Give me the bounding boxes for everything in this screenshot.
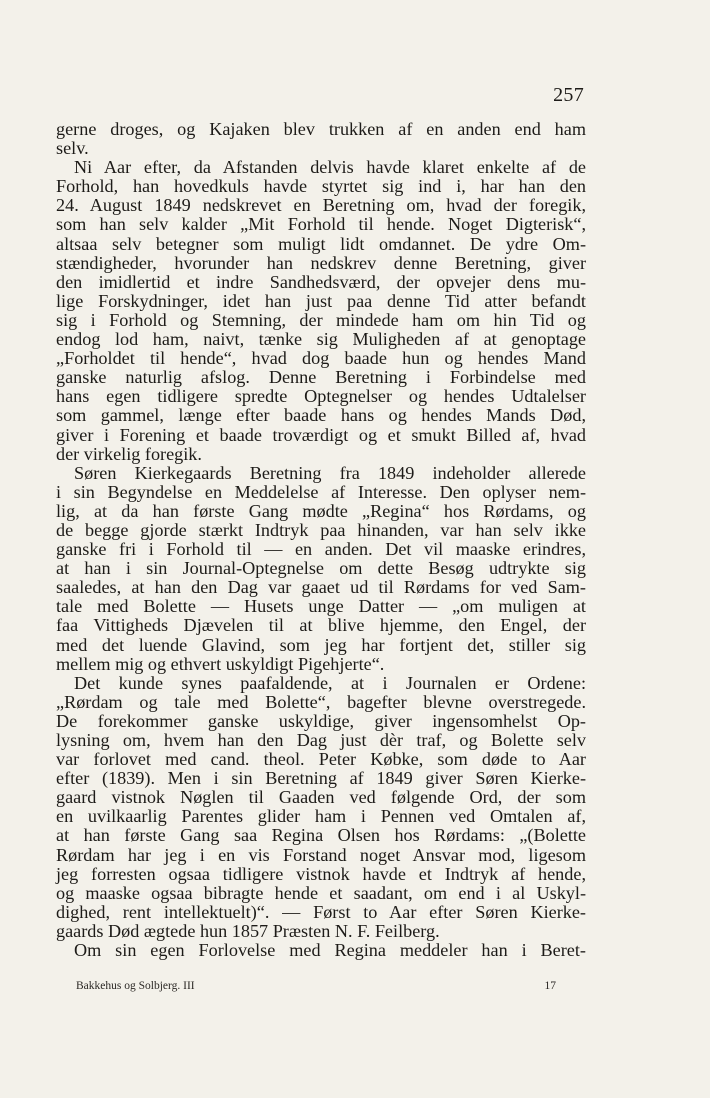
- text-line: dighed, rent intellektuelt)“. — Først to Aar efter Søren Kierke-: [56, 901, 586, 922]
- text-line: ganske naturlig afslog. Denne Beretning i Forbindelse med: [56, 367, 586, 388]
- text-line: hans egen tidligere spredte Optegnelser og hendes Udtalelser: [56, 386, 586, 407]
- text-line: mellem mig og ethvert uskyldigt Pigehjerte“.: [56, 653, 385, 674]
- text-line: Det kunde synes paafaldende, at i Journalen er Ordene:: [74, 672, 586, 693]
- footer-signature-number: 17: [544, 980, 556, 992]
- body-text: [56, 120, 586, 960]
- text-line: i sin Begyndelse en Meddelelse af Interesse. Den oplyser nem-: [56, 481, 586, 502]
- text-line: gaards Død ægtede hun 1857 Præsten N. F. Feilberg.: [56, 920, 440, 941]
- text-line: tale med Bolette — Husets unge Datter — „om muligen at: [56, 596, 586, 617]
- text-line: Ni Aar efter, da Afstanden delvis havde klaret enkelte af de: [74, 157, 586, 178]
- text-line: Om sin egen Forlovelse med Regina meddeler han i Beret-: [74, 940, 586, 961]
- text-line: gerne droges, og Kajaken blev trukken af en anden end ham: [56, 119, 586, 139]
- text-line: saaledes, at han den Dag var gaaet ud til Rørdams for ved Sam-: [56, 577, 586, 598]
- text-line: Søren Kierkegaards Beretning fra 1849 indeholder allerede: [74, 462, 586, 483]
- text-line: faa Vittigheds Djævelen til at blive hjemme, den Engel, der: [56, 615, 586, 636]
- text-line: en uvilkaarlig Parentes glider ham i Pennen ved Omtalen af,: [56, 806, 586, 827]
- text-line: gaard vistnok Nøglen til Gaaden ved følgende Ord, der som: [56, 787, 586, 808]
- text-line: selv.: [56, 138, 89, 159]
- text-line: lysning om, hvem han den Dag just dèr traf, og Bolette selv: [56, 730, 586, 750]
- footer-book-title: Bakkehus og Solbjerg. III: [76, 980, 195, 992]
- text-line: stændigheder, hvorunder han nedskrev denne Beretning, giver: [56, 252, 586, 273]
- text-line: som han selv kalder „Mit Forhold til hende. Noget Digterisk“,: [56, 214, 586, 235]
- text-line: den imidlertid et indre Sandhedsværd, der opvejer dens mu-: [56, 271, 586, 292]
- text-line: 24. August 1849 nedskrevet en Beretning om, hvad der foregik,: [56, 195, 586, 216]
- text-line: efter (1839). Men i sin Beretning af 1849 giver Søren Kierke-: [56, 768, 586, 789]
- text-line: at han første Gang saa Regina Olsen hos Rørdams: „(Bolette: [56, 825, 586, 846]
- text-line: lig, at da han første Gang mødte „Regina“ hos Rørdams, og: [56, 500, 586, 521]
- text-line: „Rørdam og tale med Bolette“, bagefter blevne overstregede.: [56, 691, 586, 712]
- text-line: jeg forresten ogsaa tidligere vistnok havde et Indtryk af hende,: [56, 863, 586, 884]
- text-line: var forlovet med cand. theol. Peter Købke, som døde to Aar: [56, 749, 586, 770]
- text-line: Rørdam har jeg i en vis Forstand noget Ansvar mod, ligesom: [56, 844, 586, 865]
- text-line: der virkelig foregik.: [56, 443, 202, 464]
- text-line: som gammel, længe efter baade hans og hendes Mands Død,: [56, 405, 586, 426]
- text-line: og maaske ogsaa bibragte hende et saadant, om end i al Uskyl-: [56, 882, 586, 903]
- text-line: de begge gjorde stærkt Indtryk paa hinanden, var han selv ikke: [56, 519, 586, 540]
- text-line: at han i sin Journal-Optegnelse om dette Besøg udtrykte sig: [56, 558, 586, 579]
- text-line: ganske fri i Forhold til — en anden. Det vil maaske erindres,: [56, 539, 586, 560]
- page-number: 257: [553, 84, 584, 106]
- text-line: altsaa selv betegner som muligt lidt omdannet. De ydre Om-: [56, 233, 586, 254]
- text-line: „Forholdet til hende“, hvad dog baade hun og hendes Mand: [56, 348, 586, 369]
- text-line: Forhold, han hovedkuls havde styrtet sig ind i, har han den: [56, 176, 586, 197]
- text-line: med det luende Glavind, som jeg har fortjent det, stiller sig: [56, 634, 586, 655]
- text-line: endog lod ham, naivt, tænke sig Muligheden af at genoptage: [56, 329, 586, 350]
- text-line: lige Forskydninger, idet han just paa denne Tid atter befandt: [56, 290, 586, 311]
- text-line: De forekommer ganske uskyldige, giver ingensomhelst Op-: [56, 710, 586, 731]
- text-line: giver i Forening et baade troværdigt og et smukt Billed af, hvad: [56, 424, 586, 445]
- text-line: sig i Forhold og Stemning, der mindede ham om hin Tid og: [56, 309, 586, 330]
